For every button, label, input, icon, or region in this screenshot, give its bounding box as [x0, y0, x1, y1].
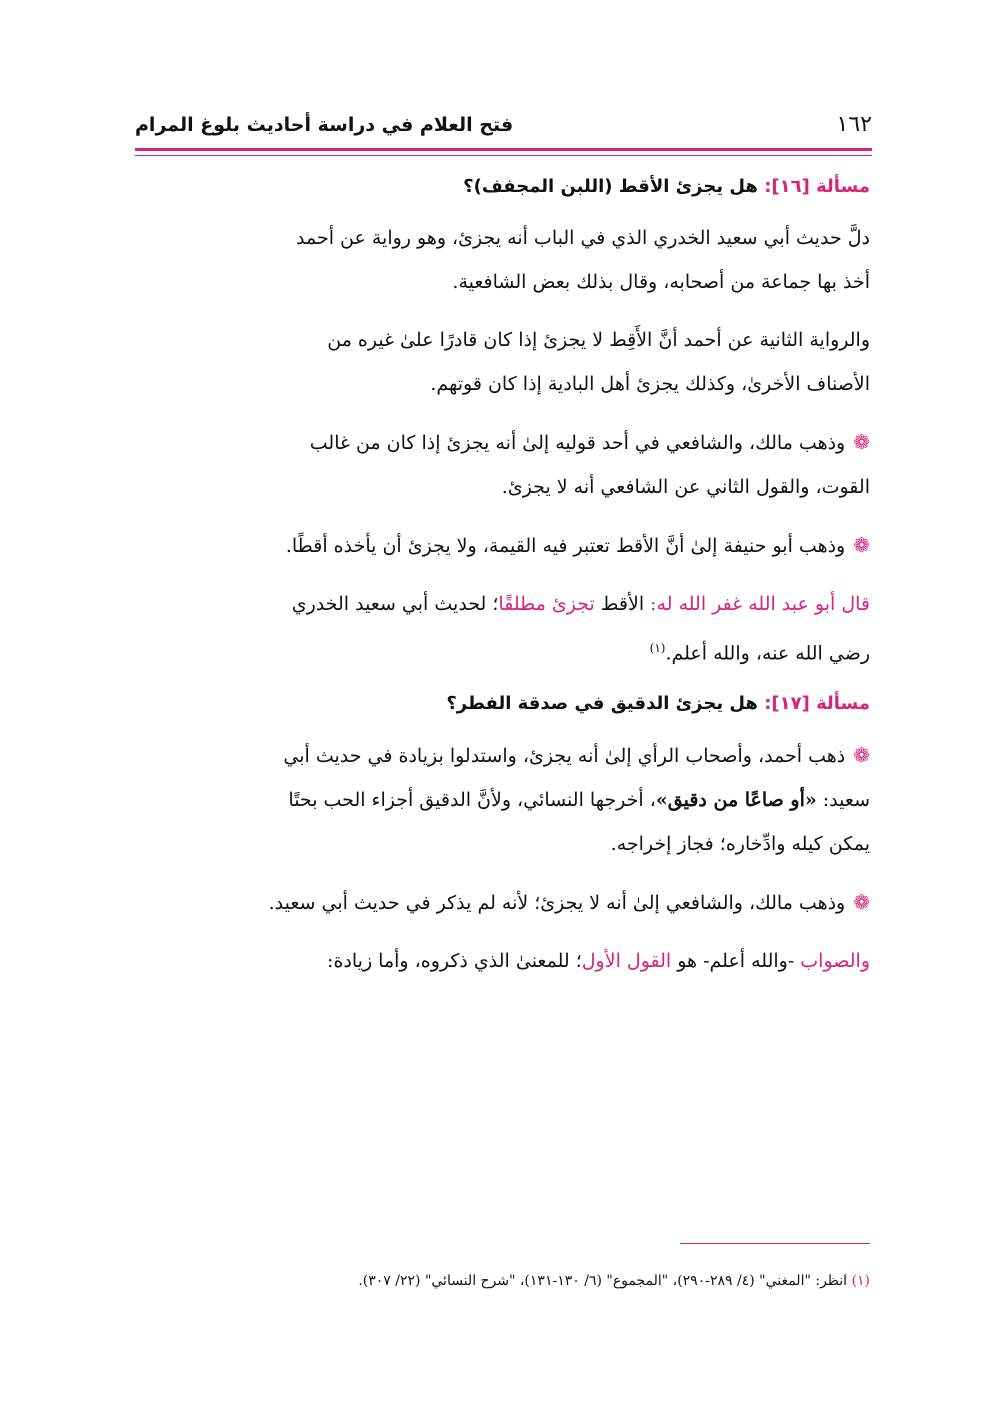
paragraph-1	[137, 216, 870, 304]
question-16-text: هل يجزئ الأقط (اللبن المجفف)؟	[463, 176, 758, 197]
footnote-number: (١)	[851, 1273, 870, 1289]
paragraph-5-highlight: تجزئ مطلقًا	[498, 593, 595, 615]
flower-bullet-icon: ❁	[853, 743, 870, 768]
paragraph-7	[137, 880, 870, 925]
question-16-heading	[137, 172, 870, 202]
paragraph-5-part-2: ؛ لحديث أبي سعيد الخدري	[291, 593, 499, 615]
paragraph-6-text: ذهب أحمد، وأصحاب الرأي إلىٰ أنه يجزئ، واستدلوا بزيادة في حديث أبي	[283, 745, 846, 768]
header-rule-thin	[135, 155, 872, 156]
question-17-label: مسألة [١٧]:	[764, 693, 870, 715]
paragraph-6-line-3: يمكن كيله وادِّخاره؛ فجاز إخراجه.	[610, 833, 870, 856]
paragraph-7-text: وذهب مالك، والشافعي إلىٰ أنه لا يجزئ؛ لأنه لم يذكر في حديث أبي سعيد.	[268, 892, 846, 915]
book-title: فتح العلام في دراسة أحاديث بلوغ المرام	[135, 114, 514, 136]
paragraph-2	[137, 318, 870, 406]
paragraph-8	[137, 939, 870, 983]
paragraph-5-part-1: الأقط	[600, 593, 645, 615]
paragraph-5	[137, 582, 870, 675]
paragraph-6	[137, 733, 870, 866]
page-header	[135, 112, 872, 146]
hadith-quote: «أو صاعًا من دقيق»	[655, 789, 817, 812]
paragraph-2-line-2: الأصناف الأخرىٰ، وكذلك يجزئ أهل البادية إذا كان قوتهم.	[430, 373, 870, 395]
conclusion-label: والصواب	[800, 950, 870, 973]
paragraph-8-part-2: -والله أعلم- هو	[671, 950, 801, 973]
paragraph-4	[137, 523, 870, 568]
paragraph-6-part-b: ، أخرجها النسائي، ولأنَّ الدقيق أجزاء الحب بحتًا	[288, 789, 656, 812]
author-signature: قال أبو عبد الله غفر الله له:	[650, 593, 870, 615]
flower-bullet-icon: ❁	[853, 533, 870, 557]
footnote	[137, 1270, 870, 1292]
footnote-text: انظر: "المغني" (٤/ ٢٨٩-٢٩٠)، "المجموع" (٦/ ١٣٠-١٣١)، "شرح النسائي" (٢٢/ ٣٠٧).	[358, 1273, 848, 1289]
paragraph-8-line-1	[137, 939, 870, 983]
page-body	[137, 172, 870, 997]
question-17-text: هل يجزئ الدقيق في صدقة الفطر؟	[446, 693, 758, 715]
paragraph-3-line-1	[137, 420, 870, 465]
paragraph-3	[137, 420, 870, 509]
first-opinion-highlight: القول الأول	[581, 950, 672, 973]
question-16-label: مسألة [١٦]:	[764, 176, 870, 197]
paragraph-4-text: وذهب أبو حنيفة إلىٰ أنَّ الأقط تعتبر فيه القيمة، ولا يجزئ أن يأخذه أقطًا.	[285, 535, 846, 557]
paragraph-5-line-1	[137, 582, 870, 626]
paragraph-7-line-1	[137, 880, 870, 925]
paragraph-1-line-1: دلَّ حديث أبي سعيد الخدري الذي في الباب أنه يجزئ، وهو رواية عن أحمد	[296, 227, 870, 249]
paragraph-5-line-2	[137, 626, 870, 675]
page-number: ١٦٢	[836, 112, 872, 137]
header-rule-thick	[135, 148, 872, 151]
paragraph-1-line-2: أخذ بها جماعة من أصحابه، وقال بذلك بعض الشافعية.	[452, 271, 870, 293]
paragraph-3-text: وذهب مالك، والشافعي في أحد قوليه إلىٰ أنه يجزئ إذا كان من غالب	[309, 432, 846, 454]
paragraph-6-line-2	[137, 778, 870, 822]
paragraph-6-part-a: سعيد:	[822, 789, 870, 812]
paragraph-6-line-1	[137, 733, 870, 778]
paragraph-4-line-1	[137, 523, 870, 568]
question-17-heading	[137, 689, 870, 719]
paragraph-3-line-2: القوت، والقول الثاني عن الشافعي أنه لا يجزئ.	[501, 476, 870, 498]
paragraph-2-line-1: والرواية الثانية عن أحمد أنَّ الأَقِط لا يجزئ إذا كان قادرًا علىٰ غيره من	[327, 329, 870, 351]
flower-bullet-icon: ❁	[853, 890, 870, 915]
paragraph-5-closing: رضي الله عنه، والله أعلم.	[665, 642, 870, 665]
paragraph-8-part-4: ؛ للمعنىٰ الذي ذكروه، وأما زيادة:	[327, 950, 582, 973]
footnote-divider	[680, 1243, 870, 1244]
footnote-reference[interactable]: (١)	[649, 641, 666, 655]
flower-bullet-icon: ❁	[853, 430, 870, 454]
